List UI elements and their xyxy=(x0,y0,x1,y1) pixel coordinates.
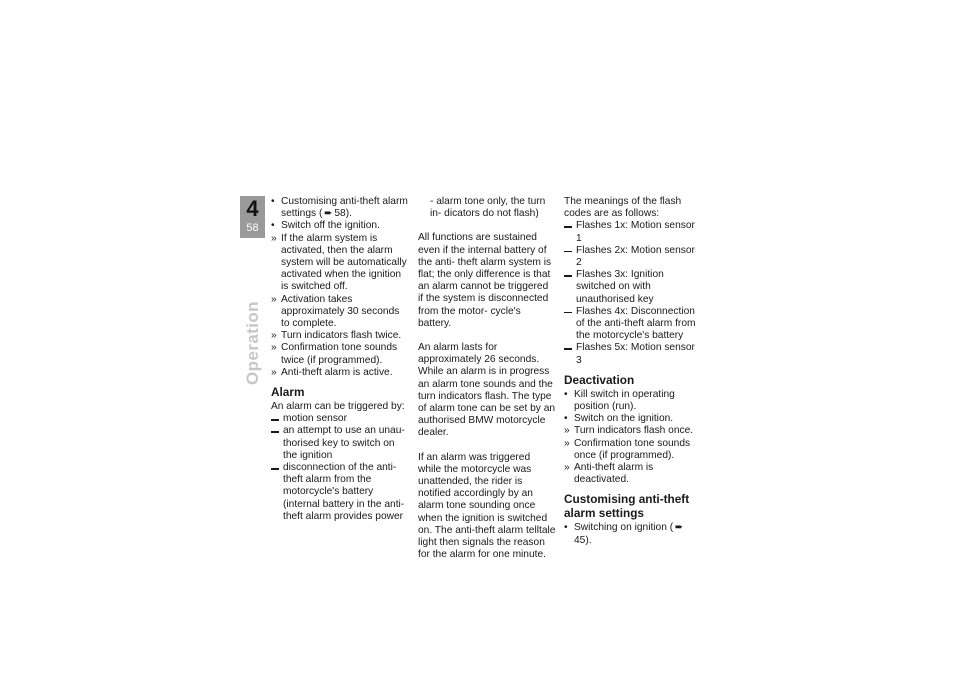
list-item xyxy=(271,367,409,379)
list-item xyxy=(564,522,702,546)
list-item-text: Anti-theft alarm is active. xyxy=(281,366,393,378)
bullet-marker: • xyxy=(271,220,275,232)
list-item xyxy=(564,425,702,437)
alarm-intro: An alarm can be triggered by: xyxy=(271,401,405,413)
list-item-text: Switching on ignition ( xyxy=(574,522,674,534)
list-item xyxy=(564,269,702,306)
list-item xyxy=(271,196,409,220)
dash-marker xyxy=(271,431,279,433)
page-ref[interactable]: 45 xyxy=(574,534,586,546)
list-item xyxy=(271,294,409,331)
list-item-text: motion sensor xyxy=(283,413,347,425)
list-item-text: Flashes 3x: Ignition switched on with unauthorised key xyxy=(576,269,664,305)
list-item xyxy=(564,342,702,366)
list-item-text: Confirmation tone sounds twice (if programmed). xyxy=(281,342,398,366)
list-item-text: Anti-theft alarm is deactivated. xyxy=(574,462,654,486)
list-item-text: Customising anti-theft alarm settings ( xyxy=(281,196,408,220)
dash-marker xyxy=(564,275,572,277)
paragraph: All functions are sustained even if the internal battery of the anti- theft alarm system is flat; the only difference is that an alarm cannot be triggered if the system is disconnected from the motor- cycle's battery. xyxy=(418,232,552,329)
result-marker: » xyxy=(564,462,570,474)
deactivation-heading: Deactivation xyxy=(564,372,635,387)
list-item-text: Confirmation tone sounds once (if programmed). xyxy=(574,437,691,461)
list-item-text-end: ). xyxy=(585,534,592,546)
list-item xyxy=(564,413,702,425)
paragraph: - alarm tone only, the turn in- dicators do not flash) xyxy=(430,196,546,220)
list-item xyxy=(271,220,409,232)
dash-marker xyxy=(271,419,279,421)
chapter-number: 4 xyxy=(246,196,259,221)
list-item-text: Turn indicators flash once. xyxy=(574,425,694,437)
list-item-text: Flashes 5x: Motion sensor 3 xyxy=(576,342,695,366)
chapter-tab xyxy=(240,196,265,238)
result-marker: » xyxy=(271,342,277,354)
dash-marker xyxy=(564,348,572,350)
list-item xyxy=(564,245,702,269)
result-marker: » xyxy=(271,330,277,342)
flash-codes-intro: The meanings of the flash codes are as follows: xyxy=(564,196,682,220)
section-label-text: Operation xyxy=(243,301,262,385)
dash-marker xyxy=(271,468,279,470)
bullet-marker: • xyxy=(564,388,568,400)
list-item xyxy=(271,233,409,294)
list-item-text: If the alarm system is activated, then the alarm system will be automatically activated when the ignition is switched off. xyxy=(281,232,407,293)
list-item xyxy=(564,438,702,462)
list-item xyxy=(564,462,702,486)
list-item xyxy=(271,342,409,366)
list-item-text: Activation takes approximately 30 seconds to complete. xyxy=(281,293,400,330)
column-1 xyxy=(271,196,409,523)
result-marker: » xyxy=(564,437,570,449)
list-item-text: Switch off the ignition. xyxy=(281,220,380,232)
bullet-marker: • xyxy=(271,196,275,207)
page-ref[interactable]: 58 xyxy=(334,208,346,220)
list-item-text: Flashes 4x: Disconnection of the anti-theft alarm from the motorcycle's battery xyxy=(576,305,696,342)
dash-marker xyxy=(564,251,572,253)
list-item xyxy=(271,462,409,523)
list-item xyxy=(271,330,409,342)
list-item-text-end: ). xyxy=(345,208,352,220)
column-2 xyxy=(418,196,556,561)
result-marker: » xyxy=(271,366,277,378)
page-ref-arrow-icon: ➨ xyxy=(674,522,684,534)
section-label xyxy=(230,291,276,395)
column-3 xyxy=(564,196,702,547)
list-item xyxy=(271,425,409,462)
list-item xyxy=(564,220,702,244)
list-item-text: Turn indicators flash twice. xyxy=(281,330,402,342)
result-marker: » xyxy=(271,232,277,244)
list-item-text: Switch on the ignition. xyxy=(574,413,674,425)
page-ref-arrow-icon: ➨ xyxy=(324,208,333,220)
paragraph: An alarm lasts for approximately 26 seconds. While an alarm is in progress an alarm tone sounds and the turn indicators flash. The type of alarm tone can be set by an authorised BMW motorcycle dealer. xyxy=(418,342,556,439)
list-item xyxy=(564,306,702,343)
alarm-heading: Alarm xyxy=(271,385,305,400)
dash-marker xyxy=(564,226,572,228)
paragraph: If an alarm was triggered while the motorcycle was unattended, the rider is notified accordingly by an alarm tone sounding once when the ignition is switched on. The anti-theft alarm telltale light then signals the reason for the alarm for one minute. xyxy=(418,451,556,561)
list-item-text: Flashes 1x: Motion sensor 1 xyxy=(576,220,695,244)
dash-marker xyxy=(564,312,572,314)
list-item xyxy=(564,389,702,413)
list-item-text: Flashes 2x: Motion sensor 2 xyxy=(576,244,695,269)
bullet-marker: • xyxy=(564,413,568,425)
list-item-text: Kill switch in operating position (run). xyxy=(574,388,675,413)
page-number: 58 xyxy=(246,222,259,234)
list-item-text: an attempt to use an unau- thorised key to switch on the ignition xyxy=(283,425,405,461)
customising-heading: Customising anti-theft alarm settings xyxy=(564,492,690,521)
list-item-text: disconnection of the anti-theft alarm from the motorcycle's battery (internal battery in the anti-theft alarm provides power xyxy=(283,462,405,522)
result-marker: » xyxy=(564,425,570,437)
bullet-marker: • xyxy=(564,522,568,534)
list-item xyxy=(271,413,409,425)
result-marker: » xyxy=(271,293,277,305)
